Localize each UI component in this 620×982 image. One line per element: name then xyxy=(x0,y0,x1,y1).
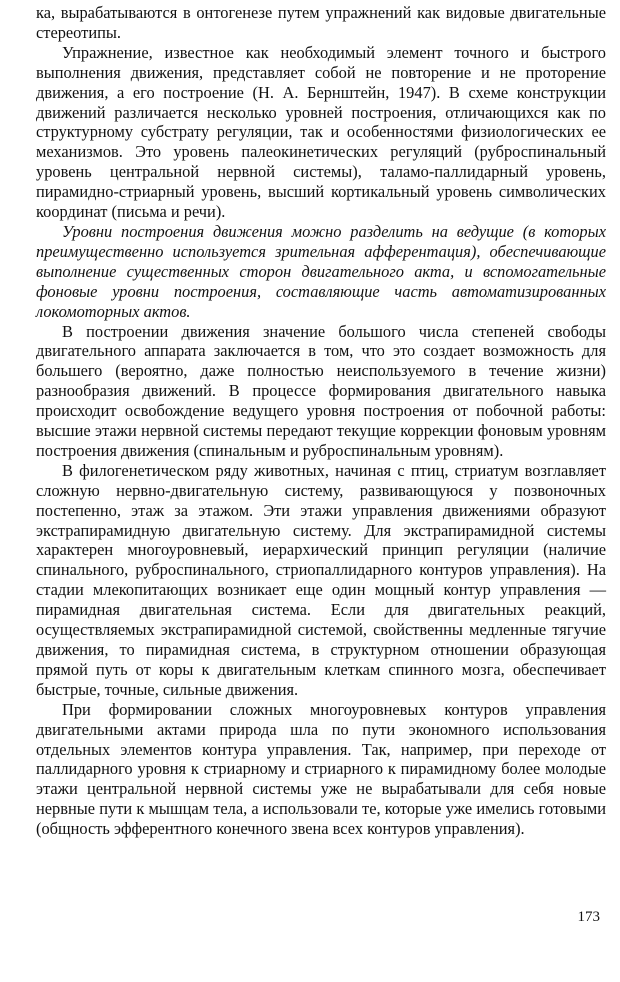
paragraph-exercise: Упражнение, известное как необходимый элемент точного и быстрого выполнения движения, представляет собой не повторение и не проторение движения, а его построение (Н. А. Бернштейн, 1947). В схеме конструкции движений различается несколько уровней построения, отличающихся как по структурному субстрату регуляции, так и особенностями физиологических ее механизмов. Это уровень палеокинетических регуляций (руброспинальный уровень центральной нервной системы), таламо-паллидарный уровень, пирамидно-стриарный уровень, высший кортикальный уровень символических координат (письма и речи). xyxy=(36,42,606,222)
paragraph-levels-italic: Уровни построения движения можно разделить на ведущие (в которых преимущественно используется зрительная афферентация), обеспечивающие выполнение существенных сторон двигательного акта, и вспомогательные фоновые уровни построения, составляющие часть автоматизированных локомоторных актов. xyxy=(36,221,606,321)
paragraph-control-loops: При формировании сложных многоуровневых контуров управления двигательными актами природа шла по пути экономного использования отдельных элементов контура управления. Так, например, при переходе от паллидарного уровня к стриарному и стриарного к пирамидному более молодые этажи центральной нервной системы уже не вырабатывали для себя новые нервные пути к мышцам тела, а использовали те, которые уже имелись готовыми (общность эфферентного конечного звена всех контуров управления). xyxy=(36,699,606,839)
page-number: 173 xyxy=(577,909,600,925)
paragraph-continuation: ка, вырабатываются в онтогенезе путем упражнений как видовые двигательные стереотипы. xyxy=(36,3,606,42)
paragraph-phylogenesis: В филогенетическом ряду животных, начиная с птиц, стриатум возглавляет сложную нервно-двигательную систему, развивающуюся у позвоночных постепенно, этаж за этажом. Эти этажи управления движениями образуют экстрапирамидную двигательную систему. Для экстрапирамидной системы характерен многоуровневый, иерархический принцип регуляции (наличие спинального, руброспинального, стриопаллидарного контуров управления). На стадии млекопитающих возникает еще один мощный контур управления — пирамидная двигательная система. Если для двигательных реакций, осуществляемых экстрапирамидной системой, свойственны медленные тягучие движения, то пирамидная система, в структурном отношении образующая прямой путь от коры к двигательным клеткам спинного мозга, обеспечивает быстрые, точные, сильные движения. xyxy=(36,460,606,699)
paragraph-degrees-of-freedom: В построении движения значение большого числа степеней свободы двигательного аппарата заключается в том, что это создает возможность для большего (вероятно, даже полностью неиспользуемого в течение жизни) разнообразия движений. В процессе формирования двигательного навыка происходит освобождение ведущего уровня построения от побочной работы: высшие этажи нервной системы передают текущие коррекции фоновым уровням построения движения (спинальным и руброспинальным уровням). xyxy=(36,321,606,460)
page-body xyxy=(36,3,606,839)
